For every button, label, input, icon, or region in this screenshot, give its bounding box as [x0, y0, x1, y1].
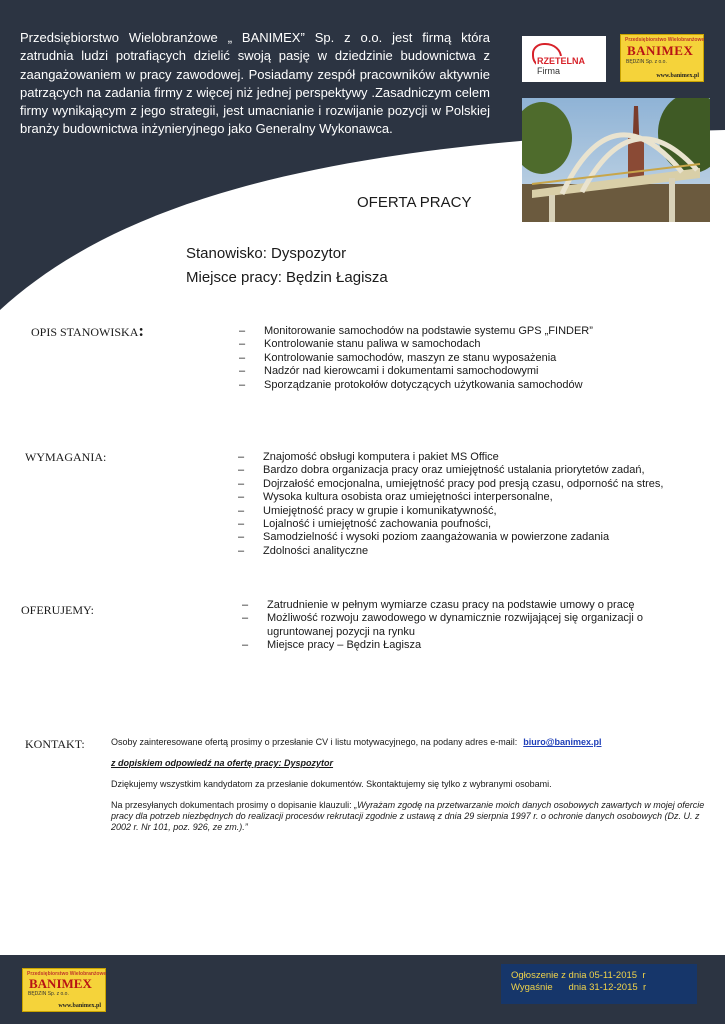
list-item: – Kontrolowanie samochodów, maszyn ze stanu wyposażenia: [239, 352, 593, 365]
section-label-kontakt: KONTAKT:: [25, 737, 85, 751]
list-item: – Bardzo dobra organizacja pracy oraz umiejętność ustalania priorytetów zadań,: [238, 464, 663, 477]
contact-subject-note: z dopiskiem odpowiedź na ofertę pracy: Dyspozytor: [111, 758, 334, 768]
list-item: – Wysoka kultura osobista oraz umiejętności interpersonalne,: [238, 491, 663, 504]
footer-banimex-logo: Przedsiębiorstwo Wielobranżowe BANIMEX BĘDZIN Sp. z o.o. www.banimex.pl: [22, 968, 106, 1012]
company-intro: Przedsiębiorstwo Wielobranżowe „ BANIMEX” Sp. z o.o. jest firmą która zatrudnia ludzi potrafiących dzielić swoją pasję w dziedzinie budownictwa z zaangażowaniem w pracy zawodowej. Posiadamy zespół pracowników aktywnie patrzących na zadania firmy z więcej niż jednej perspektywy .Zasadniczym celem firmy wynikającym z jego strategii, jest umacnianie i rozwijanie pozycji w Polskiej branży budownictwa inżynieryjnego jako Generalny Wykonawca.: [20, 30, 490, 137]
bridge-photo: [522, 98, 710, 222]
list-item: – Monitorowanie samochodów na podstawie systemu GPS „FINDER”: [239, 325, 593, 338]
work-location: Miejsce pracy: Będzin Łagisza: [186, 269, 388, 286]
list-item: – Samodzielność i wysoki poziom zaangażowania w powierzone zadania: [238, 531, 663, 544]
dates-box: [501, 964, 697, 1004]
expiry-date: Wygaśnie dnia 31-12-2015 r: [511, 982, 647, 993]
list-item: – Umiejętność pracy w grupie i komunikatywność,: [238, 505, 663, 518]
list-item: – Sporządzanie protokołów dotyczących użytkowania samochodów: [239, 379, 593, 392]
list-item: – Miejsce pracy – Będzin Łagisza: [242, 639, 662, 652]
list-item: – Dojrzałość emocjonalna, umiejętność pracy pod presją czasu, odporność na stres,: [238, 478, 663, 491]
position-title: Stanowisko: Dyspozytor: [186, 245, 347, 262]
email-link[interactable]: biuro@banimex.pl: [523, 737, 602, 747]
contact-instructions: Osoby zainteresowane ofertą prosimy o przesłanie CV i listu motywacyjnego, na podany adres e-mail:: [111, 737, 518, 747]
rzetelna-firma-logo: RZETELNA Firma: [522, 36, 606, 82]
list-item: – Lojalność i umiejętność zachowania poufności,: [238, 518, 663, 531]
section-label-oferujemy: OFERUJEMY:: [21, 603, 94, 617]
section-label-wymagania: WYMAGANIA:: [25, 450, 107, 464]
wymagania-list: [238, 451, 663, 558]
list-item: – Znajomość obsługi komputera i pakiet MS Office: [238, 451, 663, 464]
clause-lead: Na przesyłanych dokumentach prosimy o dopisanie klauzuli:: [111, 800, 355, 810]
oferujemy-list: [242, 599, 662, 653]
contact-block: [111, 736, 711, 833]
banimex-logo: Przedsiębiorstwo Wielobranżowe BANIMEX BĘDZIN Sp. z o.o. www.banimex.pl: [620, 34, 704, 82]
offer-title: OFERTA PRACY: [357, 194, 472, 211]
data-consent-clause: „Wyrażam zgodę na przetwarzanie moich danych osobowych zawartych w mojej ofercie pracy dla potrzeb niezbędnych do realizacji procesów rekrutacji zgodnie z ustawą z dnia 29 sierpnia 1997 r. o ochronie danych osobowych (Dz. U. z 2002 r. Nr 101, poz. 926, ze zm.).”: [111, 800, 705, 832]
opis-list: [239, 325, 593, 392]
posted-date: Ogłoszenie z dnia 05-11-2015 r: [511, 970, 646, 981]
contact-thanks: Dziękujemy wszystkim kandydatom za przesłanie dokumentów. Skontaktujemy się tylko z wybranymi osobami.: [111, 779, 552, 789]
list-item: – Zatrudnienie w pełnym wymiarze czasu pracy na podstawie umowy o pracę: [242, 599, 662, 612]
list-item: – Kontrolowanie stanu paliwa w samochodach: [239, 338, 593, 351]
list-item: – Zdolności analityczne: [238, 545, 663, 558]
list-item: – Nadzór nad kierowcami i dokumentami samochodowymi: [239, 365, 593, 378]
list-item: – Możliwość rozwoju zawodowego w dynamicznie rozwijającej się organizacji o ugruntowanej pozycji na rynku: [242, 612, 662, 639]
section-label-opis: OPIS STANOWISKA:: [31, 321, 145, 340]
